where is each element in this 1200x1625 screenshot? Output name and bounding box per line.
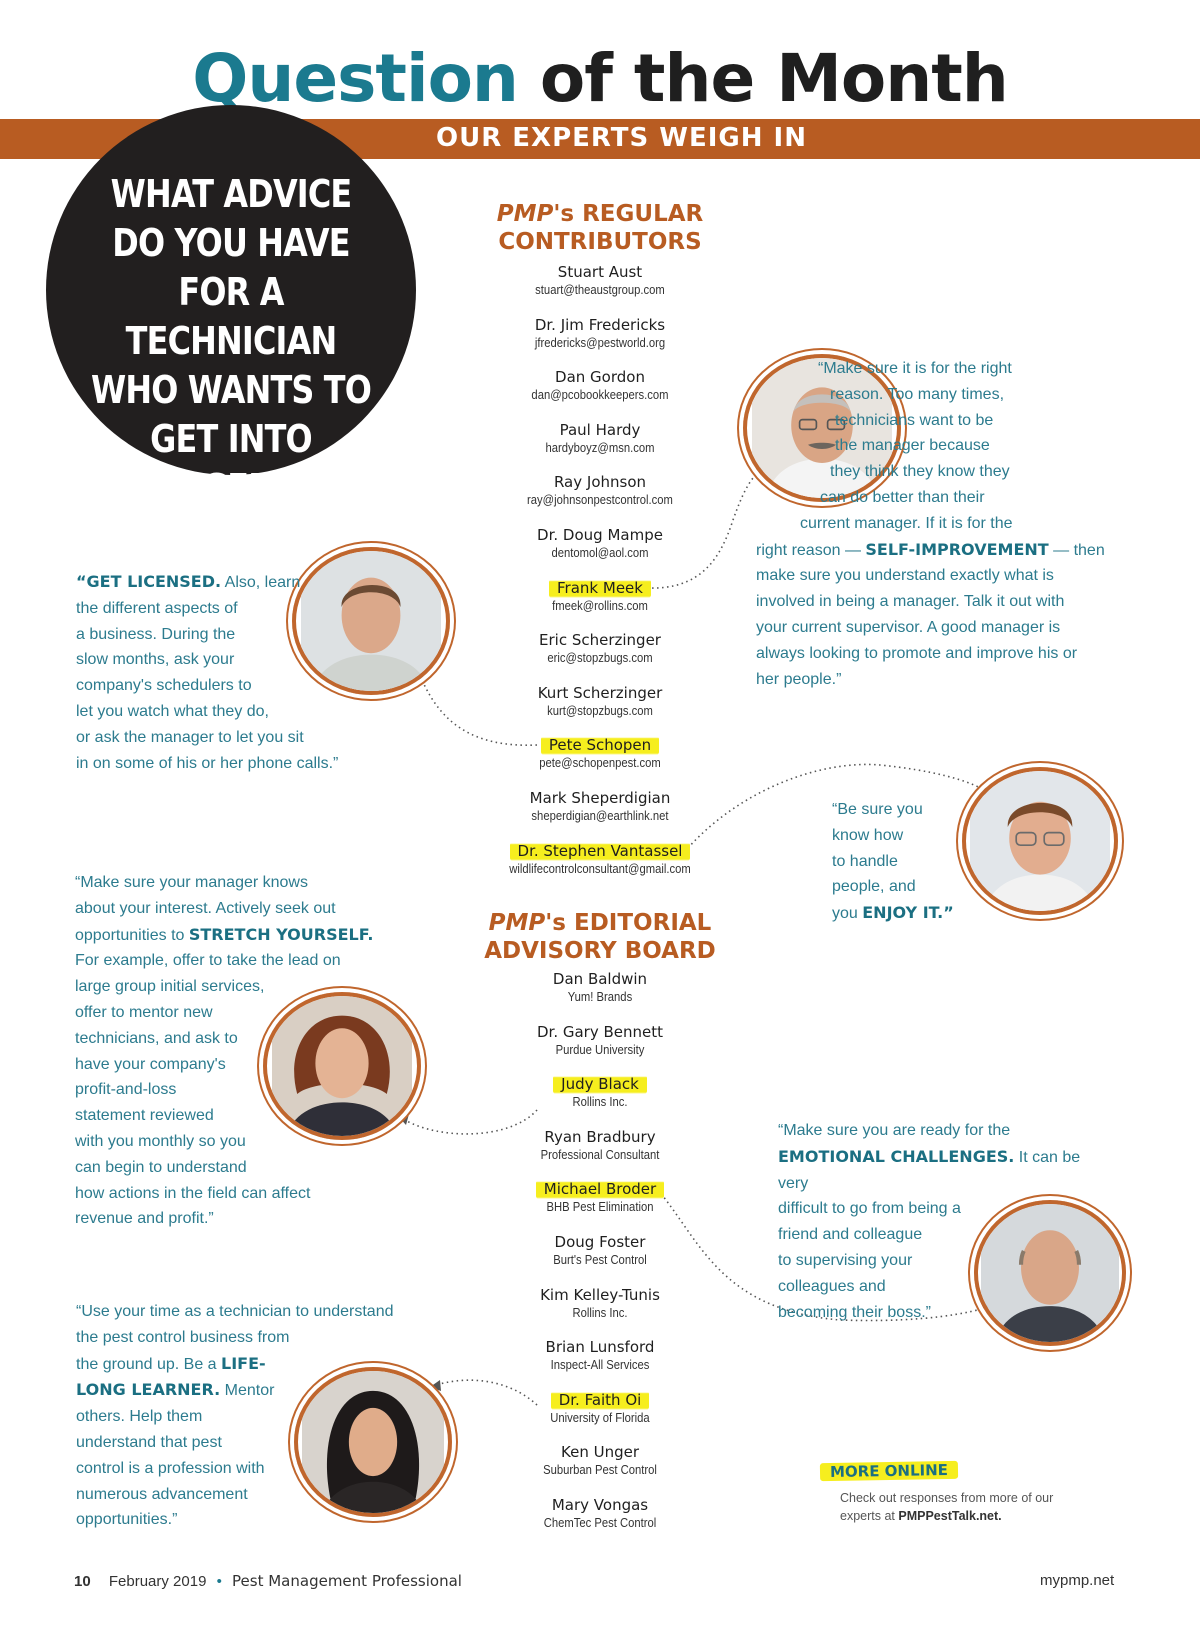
person-name: Mark Sheperdigian <box>529 789 671 807</box>
question-text: WHAT ADVICE DO YOU HAVE FOR A TECHNICIAN WHO WANTS TO GET INTO MANAGEMENT? <box>90 172 372 510</box>
person-detail: BHB Pest Elimination <box>546 1200 654 1215</box>
quote-oi-line: “Use your time as a technician to understand <box>76 1303 394 1320</box>
quote-oi-line: understand that pest <box>76 1433 222 1451</box>
quote-vantassel-line <box>832 900 962 927</box>
quote-schopen-line <box>76 569 376 596</box>
person-entry <box>460 1443 740 1479</box>
person-name: Stuart Aust <box>557 263 643 281</box>
person-detail: dentomol@aol.com <box>551 546 649 560</box>
quote-meek-line: they think they know they <box>830 463 1010 481</box>
quote-black-line <box>75 922 375 949</box>
person-entry <box>460 526 740 562</box>
more-online-heading: MORE ONLINE <box>820 1461 958 1481</box>
contributors-heading-italic: PMP <box>496 201 554 227</box>
quote-pete-schopen <box>76 569 376 776</box>
quote-schopen-bold: “GET LICENSED. <box>76 572 222 591</box>
quote-meek-line: “Make sure it is for the right <box>818 360 1012 377</box>
quote-judy-black <box>75 870 375 1232</box>
quote-meek-line: the manager because <box>835 437 990 455</box>
footer-date: February 2019 <box>108 1573 207 1590</box>
person-detail: ChemTec Pest Control <box>543 1516 657 1530</box>
quote-meek-bold: SELF-IMPROVEMENT <box>865 539 1049 559</box>
quote-oi-bold-2: LONG LEARNER. <box>76 1380 221 1400</box>
quote-black-lines-after <box>75 948 375 1232</box>
footer-site[interactable]: mypmp.net <box>1040 1572 1115 1589</box>
person-detail: Rollins Inc. <box>572 1095 628 1110</box>
person-detail: wildlifecontrolconsultant@gmail.com <box>509 861 691 876</box>
quote-black-line: how actions in the field can affect <box>75 1184 311 1202</box>
quote-michael-broder <box>778 1118 1098 1325</box>
quote-schopen-line1-rest: Also, learn <box>221 574 301 591</box>
quote-black-line: statement reviewed <box>75 1107 214 1125</box>
quote-stephen-vantassel <box>832 797 962 927</box>
quote-schopen-line: company's schedulers to <box>76 677 252 695</box>
person-detail: kurt@stopzbugs.com <box>547 703 653 718</box>
person-name: Dr. Gary Bennett <box>536 1022 664 1041</box>
person-detail: Rollins Inc. <box>572 1305 628 1320</box>
person-entry <box>460 631 740 667</box>
person-name: Mary Vongas <box>551 1496 649 1514</box>
person-name: Dan Baldwin <box>552 970 648 988</box>
person-name: Eric Scherzinger <box>539 631 661 650</box>
person-entry <box>460 684 740 720</box>
quote-broder-line: colleagues and <box>778 1277 886 1295</box>
quote-oi-line <box>76 1377 416 1404</box>
quote-oi-line: others. Help them <box>76 1408 203 1426</box>
person-name: Dr. Doug Mampe <box>537 526 663 544</box>
person-name: Pete Schopen <box>541 736 659 755</box>
quote-schopen-line: or ask the manager to let you sit <box>76 728 304 746</box>
person-detail: jfredericks@pestworld.org <box>534 335 666 350</box>
person-name: Ken Unger <box>561 1443 639 1462</box>
quote-oi-line4-rest: Mentor <box>220 1382 275 1400</box>
quote-oi-line: opportunities.” <box>76 1511 178 1529</box>
person-detail: ray@johnsonpestcontrol.com <box>527 493 673 508</box>
person-name: Michael Broder <box>536 1180 664 1199</box>
quote-schopen-lines <box>76 596 376 777</box>
person-entry <box>460 473 740 509</box>
person-entry <box>460 263 740 299</box>
person-detail: Suburban Pest Control <box>543 1463 657 1478</box>
quote-vantassel-last-pre: you <box>832 905 863 923</box>
person-name: Frank Meek <box>549 579 651 598</box>
advisory-heading-rest: 's EDITORIAL <box>545 910 712 936</box>
quote-broder-line2-rest: It can be very <box>778 1148 1081 1192</box>
person-entry <box>460 1128 740 1164</box>
person-detail: Inspect-All Services <box>550 1358 650 1373</box>
page-number: 10 <box>74 1573 91 1590</box>
person-detail: University of Florida <box>550 1410 650 1425</box>
quote-schopen-line: slow months, ask your <box>76 651 235 669</box>
quote-meek-line: your current supervisor. A good manager is <box>756 618 1061 636</box>
person-detail: hardyboyz@msn.com <box>545 440 655 455</box>
quote-vantassel-line: know how <box>832 826 904 844</box>
quote-vantassel-line: “Be sure you <box>832 801 923 818</box>
quote-meek-line: current manager. If it is for the <box>800 514 1013 532</box>
person-name: Ray Johnson <box>553 473 647 492</box>
quote-oi-line <box>76 1351 416 1378</box>
quote-black-line: “Make sure your manager knows <box>75 874 308 891</box>
quote-black-lines-before <box>75 870 375 922</box>
person-detail: fmeek@rollins.com <box>552 598 648 613</box>
person-entry <box>460 1391 740 1427</box>
footer-publication: Pest Management Professional <box>232 1572 462 1590</box>
person-name: Brian Lunsford <box>545 1338 655 1357</box>
person-entry <box>460 1023 740 1059</box>
person-entry <box>460 1338 740 1374</box>
person-name: Judy Black <box>553 1075 647 1094</box>
quote-meek-line: reason. Too many times, <box>830 385 1005 403</box>
quote-schopen-line: the different aspects of <box>76 599 238 617</box>
quote-meek-line: make sure you understand exactly what is <box>756 567 1054 585</box>
quote-schopen-line: let you watch what they do, <box>76 702 269 720</box>
person-name: Doug Foster <box>554 1233 646 1251</box>
more-online-link[interactable]: PMPPestTalk.net. <box>898 1509 1002 1523</box>
footer-bullet: • <box>216 1573 222 1590</box>
quote-meek-line8-post: — then <box>1048 541 1105 559</box>
person-entry <box>460 842 740 878</box>
quote-black-line: can begin to understand <box>75 1158 247 1176</box>
quote-oi-lines-before <box>76 1299 416 1351</box>
quote-meek-line8-pre: right reason — <box>756 541 866 559</box>
quote-black-line: profit-and-loss <box>75 1081 177 1099</box>
quote-oi-line3-pre: the ground up. Be a <box>76 1355 221 1373</box>
person-detail: dan@pcobookkeepers.com <box>531 388 669 403</box>
quote-broder-bold: EMOTIONAL CHALLENGES. <box>778 1146 1015 1166</box>
quote-meek-block <box>756 356 1112 692</box>
person-entry <box>460 1075 740 1111</box>
quote-oi-line: the pest control business from <box>76 1328 290 1346</box>
advisory-heading-italic: PMP <box>488 910 546 936</box>
person-entry <box>460 421 740 457</box>
quote-black-line: large group initial services, <box>75 978 265 996</box>
quote-oi-lines-after <box>76 1404 416 1533</box>
quote-broder-line: becoming their boss.” <box>778 1303 931 1321</box>
title-part-1: Question <box>192 40 518 117</box>
quote-broder-line: friend and colleague <box>778 1226 923 1244</box>
advisory-heading <box>470 909 730 965</box>
person-entry <box>460 736 740 772</box>
quote-vantassel-bold: ENJOY IT.” <box>862 903 954 923</box>
arrowhead-oi <box>430 1380 441 1391</box>
quote-black-line: revenue and profit.” <box>75 1210 214 1228</box>
quote-broder-line <box>778 1144 1098 1197</box>
person-name: Dr. Stephen Vantassel <box>510 842 691 861</box>
banner-text: OUR EXPERTS WEIGH IN <box>436 123 807 153</box>
contributors-heading <box>470 200 730 256</box>
person-name: Kim Kelley-Tunis <box>540 1285 660 1304</box>
quote-meek-line <box>756 537 1112 564</box>
quote-black-bold: STRETCH YOURSELF. <box>188 924 374 944</box>
quote-oi-line: control is a profession with <box>76 1459 265 1477</box>
portrait-vantassel-icon <box>966 771 1114 911</box>
footer-left <box>74 1572 462 1590</box>
person-detail: Burt's Pest Control <box>553 1253 647 1267</box>
quote-broder-line: difficult to go from being a <box>778 1200 961 1218</box>
person-name: Ryan Bradbury <box>544 1127 656 1146</box>
person-entry <box>460 368 740 404</box>
photo-stephen-vantassel <box>962 767 1118 915</box>
person-detail: sheperdigian@earthlink.net <box>531 809 669 823</box>
quote-faith-oi <box>76 1299 416 1533</box>
page-title <box>0 40 1200 117</box>
quote-black-line: have your company's <box>75 1055 226 1073</box>
quote-broder-line1: “Make sure you are ready for the <box>778 1122 1011 1139</box>
person-name: Dr. Faith Oi <box>551 1391 650 1410</box>
quote-meek-line: always looking to promote and improve his or <box>756 644 1078 662</box>
person-entry <box>460 1286 740 1322</box>
quote-broder-lines <box>778 1196 1098 1325</box>
person-detail: eric@stopzbugs.com <box>547 651 653 666</box>
quote-oi-line: numerous advancement <box>76 1485 248 1503</box>
quote-black-line: technicians, and ask to <box>75 1029 238 1047</box>
quote-meek-line: her people.” <box>756 670 842 688</box>
quote-black-line3-pre: opportunities to <box>75 926 189 944</box>
person-entry <box>460 316 740 352</box>
quote-vantassel-lines <box>832 797 962 900</box>
quote-schopen-line: in on some of his or her phone calls.” <box>76 754 339 772</box>
quote-black-line: For example, offer to take the lead on <box>75 952 341 970</box>
person-detail: Purdue University <box>555 1042 645 1057</box>
quote-meek-line: technicians want to be <box>835 411 994 429</box>
more-online-body: Check out responses from more of our experts at <box>840 1491 1054 1523</box>
contributors-heading-rest: 's REGULAR <box>553 201 704 227</box>
title-part-2: of the Month <box>539 40 1008 117</box>
person-name: Dan Gordon <box>555 368 645 387</box>
person-detail: pete@schopenpest.com <box>539 756 661 771</box>
person-entry <box>460 970 740 1006</box>
quote-broder-line: to supervising your <box>778 1251 913 1269</box>
quote-vantassel-line: to handle <box>832 852 898 870</box>
person-name: Dr. Jim Fredericks <box>534 315 666 334</box>
quote-schopen-line: a business. During the <box>76 625 236 643</box>
quote-vantassel-line: people, and <box>832 878 916 896</box>
quote-frank-meek <box>756 356 1112 692</box>
person-entry <box>460 579 740 615</box>
person-entry <box>460 789 740 825</box>
quote-meek-line: involved in being a manager. Talk it out with <box>756 593 1065 611</box>
quote-black-line: about your interest. Actively seek out <box>75 899 336 917</box>
more-online-text <box>840 1489 1080 1525</box>
person-detail: stuart@theaustgroup.com <box>535 283 665 297</box>
person-name: Kurt Scherzinger <box>537 683 663 702</box>
person-name: Paul Hardy <box>559 420 641 439</box>
quote-oi-bold-1: LIFE- <box>221 1353 266 1373</box>
person-entry <box>460 1233 740 1269</box>
quote-black-line: offer to mentor new <box>75 1003 213 1021</box>
quote-meek-line: can do better than their <box>820 488 985 506</box>
contributors-heading-line2: CONTRIBUTORS <box>498 229 702 255</box>
quote-black-line: with you monthly so you <box>75 1132 246 1150</box>
person-entry <box>460 1496 740 1532</box>
person-detail: Professional Consultant <box>540 1147 660 1162</box>
person-detail: Yum! Brands <box>567 990 633 1004</box>
advisory-heading-line2: ADVISORY BOARD <box>484 938 716 964</box>
person-entry <box>460 1180 740 1216</box>
